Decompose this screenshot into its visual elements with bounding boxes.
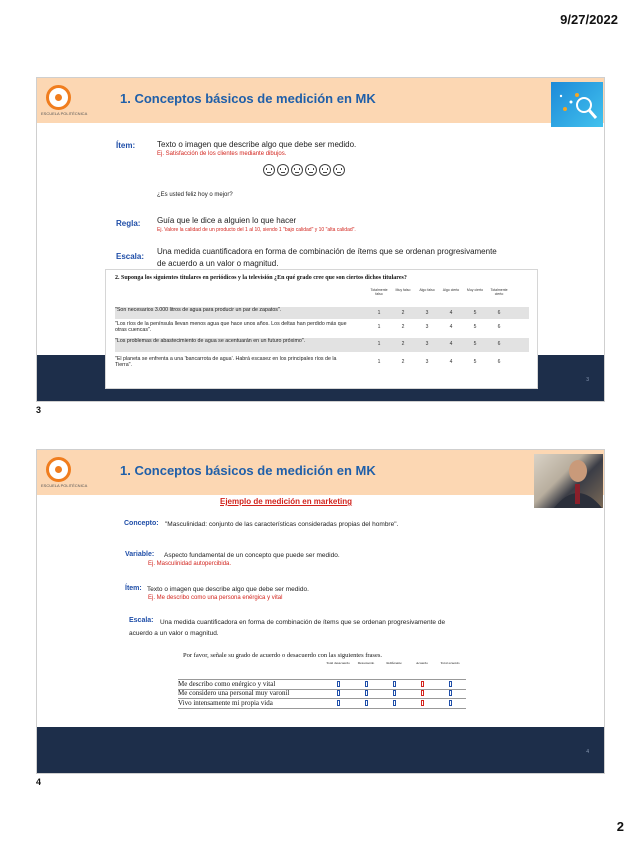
table-row xyxy=(115,338,529,352)
table-row xyxy=(178,689,466,699)
slide-4[interactable] xyxy=(36,449,605,774)
face-icon xyxy=(319,164,331,176)
print-date: 9/27/2022 xyxy=(560,12,618,27)
slide-footer-number: 4 xyxy=(586,749,589,755)
survey-header: Algo falso xyxy=(419,288,435,292)
row-statement: Me describo como enérgico y vital xyxy=(178,680,276,688)
item-question: ¿Es usted feliz hoy o mejor? xyxy=(157,192,233,198)
likert-checkbox[interactable] xyxy=(393,681,396,687)
concepto-label: Concepto: xyxy=(124,520,159,527)
row-statement: "Son necesarios 3.000 litros de agua para producir un par de zapatos". xyxy=(115,307,282,313)
survey-instruction: Por favor, señale su grado de acuerdo o desacuerdo con las siguientes frases. xyxy=(183,652,383,659)
likert-checkbox[interactable] xyxy=(449,690,452,696)
scale-value[interactable]: 6 xyxy=(497,341,501,347)
survey-header: Muy falso xyxy=(395,288,411,292)
variable-label: Variable: xyxy=(125,551,155,558)
scale-value[interactable]: 2 xyxy=(401,359,405,365)
survey-header: Totalmente falso xyxy=(370,288,388,296)
likert-checkbox[interactable] xyxy=(393,690,396,696)
likert-checkbox[interactable] xyxy=(421,700,424,706)
likert-table xyxy=(178,661,466,721)
scale-value[interactable]: 5 xyxy=(473,341,477,347)
scale-value[interactable]: 4 xyxy=(449,310,453,316)
row-statement: "El planeta se enfrenta a una 'bancarrota de agua'. Habrá escasez en los principales ríos de la Tierra". xyxy=(115,356,337,368)
scale-value[interactable]: 6 xyxy=(497,359,501,365)
escala-label: Escala: xyxy=(129,617,154,624)
scale-value[interactable]: 1 xyxy=(377,359,381,365)
likert-checkbox[interactable] xyxy=(449,681,452,687)
survey-header: Totalmente cierto xyxy=(490,288,508,296)
regla-example: Ej. Valore la calidad de un producto del 1 al 10, siendo 1 "bajo calidad" y 10 "alta calidad". xyxy=(157,227,356,233)
scale-value[interactable]: 3 xyxy=(425,341,429,347)
slide-title: 1. Conceptos básicos de medición en MK xyxy=(120,463,376,478)
scale-value[interactable]: 5 xyxy=(473,359,477,365)
row-statement: "Los ríos de la península llevan menos agua que hace unos años. Los deltas han perdido más que otras cuencas". xyxy=(115,321,347,333)
scale-value[interactable]: 5 xyxy=(473,310,477,316)
likert-checkbox[interactable] xyxy=(421,690,424,696)
scale-value[interactable]: 1 xyxy=(377,310,381,316)
likert-header: Acuerdo xyxy=(415,661,429,665)
likert-checkbox[interactable] xyxy=(337,700,340,706)
concepto-text: "Masculinidad: conjunto de las características consideradas propias del hombre". xyxy=(165,521,399,528)
regla-label: Regla: xyxy=(116,219,141,228)
likert-checkbox[interactable] xyxy=(421,681,424,687)
likert-checkbox[interactable] xyxy=(337,690,340,696)
scale-value[interactable]: 3 xyxy=(425,324,429,330)
slide-footer-number: 3 xyxy=(586,377,589,383)
man-photo xyxy=(534,454,603,508)
likert-checkbox[interactable] xyxy=(393,700,396,706)
table-row xyxy=(115,356,529,370)
item-example: Ej. Satisfacción de los clientes mediante dibujos. xyxy=(157,151,287,157)
escala-text: Una medida cuantificadora en forma de combinación de ítems que se ordenan progresivamente de acuerdo a un valor o magnitud. xyxy=(129,619,446,637)
likert-checkbox[interactable] xyxy=(365,681,368,687)
table-row xyxy=(115,321,529,335)
scale-value[interactable]: 5 xyxy=(473,324,477,330)
smiley-scale xyxy=(263,163,353,181)
scale-value[interactable]: 2 xyxy=(401,341,405,347)
scale-value[interactable]: 2 xyxy=(401,324,405,330)
scale-value[interactable]: 4 xyxy=(449,341,453,347)
magnifier-image xyxy=(551,82,603,127)
survey-header: Algo cierto xyxy=(442,288,460,292)
likert-header: Indiferente xyxy=(386,661,402,665)
survey-question: 2. Suponga los siguientes titulares en periódicos y la televisión ¿En qué grado cree que son ciertos dichos titulares? xyxy=(115,275,407,281)
scale-value[interactable]: 4 xyxy=(449,324,453,330)
likert-checkbox[interactable] xyxy=(449,700,452,706)
face-icon xyxy=(277,164,289,176)
variable-example: Ej. Masculinidad autopercibida. xyxy=(148,561,232,567)
likert-checkbox[interactable] xyxy=(365,700,368,706)
face-icon xyxy=(291,164,303,176)
scale-value[interactable]: 1 xyxy=(377,324,381,330)
survey-header: Muy cierto xyxy=(466,288,484,292)
regla-text: Guía que le dice a alguien lo que hacer xyxy=(157,216,297,225)
item-label: Ítem: xyxy=(125,585,142,592)
slide-title: 1. Conceptos básicos de medición en MK xyxy=(120,91,376,106)
slide-3[interactable] xyxy=(36,77,605,402)
face-icon xyxy=(263,164,275,176)
item-text: Texto o imagen que describe algo que debe ser medido. xyxy=(157,140,357,149)
scale-value[interactable]: 1 xyxy=(377,341,381,347)
scale-value[interactable]: 4 xyxy=(449,359,453,365)
scale-value[interactable]: 3 xyxy=(425,359,429,365)
likert-header: Desacuerdo xyxy=(357,661,375,665)
magnifier-icon xyxy=(551,82,603,127)
logo-text: ESCUELA POLITÉCNICA xyxy=(41,111,88,116)
variable-text: Aspecto fundamental de un concepto que puede ser medido. xyxy=(164,552,340,559)
row-statement: Vivo intensamente mi propia vida xyxy=(178,699,273,707)
face-icon xyxy=(305,164,317,176)
survey-table xyxy=(105,269,538,389)
table-row xyxy=(115,307,529,319)
scale-value[interactable]: 2 xyxy=(401,310,405,316)
scale-value[interactable]: 6 xyxy=(497,310,501,316)
row-statement: "Los problemas de abastecimiento de agua se acentuarán en un futuro próximo". xyxy=(115,338,306,344)
survey-header-row xyxy=(368,288,528,298)
table-row xyxy=(178,699,466,709)
slide-label: 3 xyxy=(36,405,42,415)
likert-checkbox[interactable] xyxy=(365,690,368,696)
logo-text: ESCUELA POLITÉCNICA xyxy=(41,483,88,488)
slide-subtitle: Ejemplo de medición en marketing xyxy=(220,497,353,506)
page-number: 2 xyxy=(616,819,624,834)
likert-header: Total desacuerdo xyxy=(326,661,350,665)
likert-checkbox[interactable] xyxy=(337,681,340,687)
face-icon xyxy=(333,164,345,176)
school-logo-icon xyxy=(46,457,71,482)
slide-footer xyxy=(37,727,604,773)
item-example: Ej. Me describo como una persona enérgica y vital xyxy=(148,595,283,601)
scale-value[interactable]: 6 xyxy=(497,324,501,330)
item-label: Ítem: xyxy=(116,141,136,150)
slide-label: 4 xyxy=(36,777,42,787)
scale-value[interactable]: 3 xyxy=(425,310,429,316)
row-statement: Me considero una personal muy varonil xyxy=(178,689,290,697)
escala-label: Escala: xyxy=(116,252,145,261)
likert-header: Total acuerdo xyxy=(440,661,460,665)
escala-text: Una medida cuantificadora en forma de combinación de ítems que se ordenan progresivamente de acuerdo a un valor o magnitud. xyxy=(157,247,497,268)
man-portrait-icon xyxy=(534,454,603,508)
item-text: Texto o imagen que describe algo que debe ser medido. xyxy=(147,586,309,593)
school-logo-icon xyxy=(46,85,71,110)
